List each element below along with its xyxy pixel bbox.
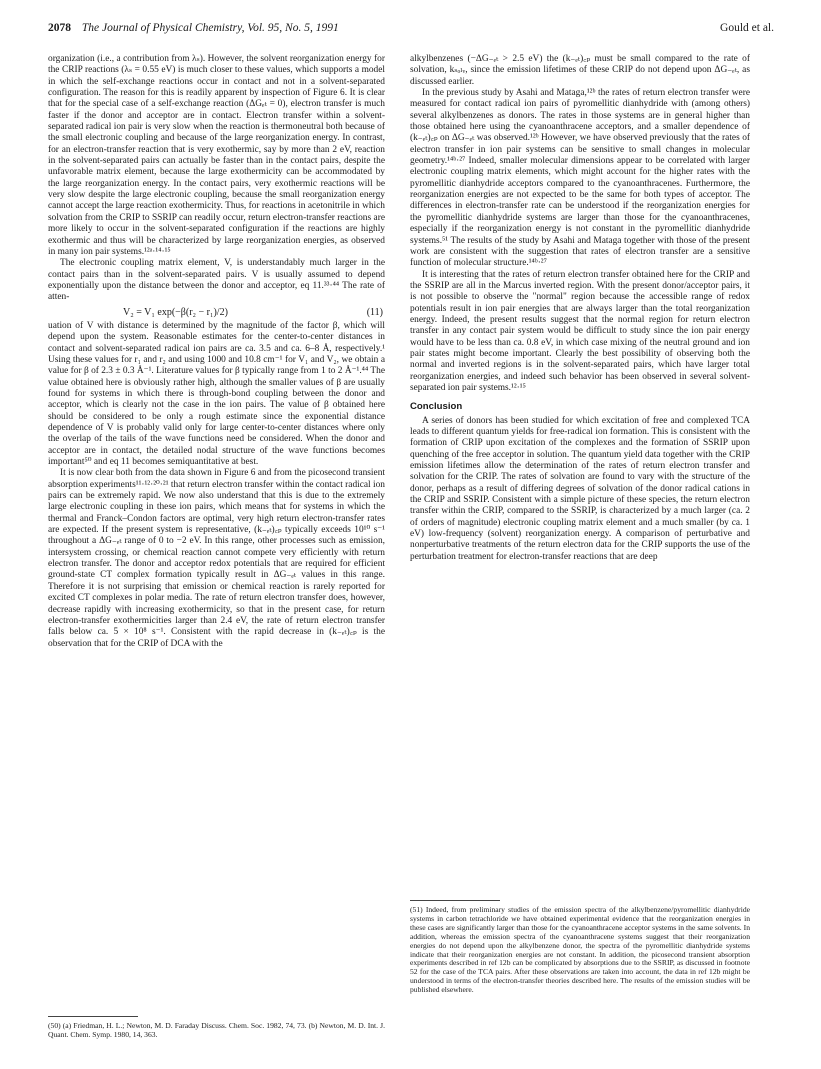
footnote-50: (50) (a) Friedman, H. L.; Newton, M. D. Faraday Discuss. Chem. Soc. 1982, 74, 73. (b) Newton, M. D. Int. J. Quant. Chem. Symp. 1980, 14, 363. [48,1021,385,1039]
header-authors: Gould et al. [720,22,774,34]
right-paragraph-1: alkylbenzenes (−ΔG₋ₑₜ > 2.5 eV) the (k₋ₑₜ)꜀ₚ must be small compared to the rate of solvation, kₛₒₗᵥ, since the emission lifetimes of these CRIP do not depend upon ΔG₋ₑₜ, as discussed earlier. [410,54,750,87]
journal-citation: The Journal of Physical Chemistry, Vol. 95, No. 5, 1991 [81,22,339,34]
equation-body: V₂ = V₁ exp(−β(r₂ − r₁)/2) [123,306,228,318]
header-left [48,22,339,34]
right-paragraph-3: It is interesting that the rates of return electron transfer obtained here for the CRIP and the SSRIP are all in the Marcus inverted region. With the present donor/acceptor pairs, it is not possible to observe the "normal" region because the accessible range of redox potentials result in ion pair energies that are always larger than the total reorganization energy. Indeed, the present results suggest that the normal region for return electron transfer in any contact pair system would be difficult to study since the ion pair energy would have to be less than ca. 0.8 eV, in which case mixing of the neutral ground and ion pair states might become important. Clearly the best possibility of observing both the normal and inverted regions is in the solvent-separated pairs, which have larger total reorganization energies, and indeed such behavior has been observed in several solvent-separated ion pair systems.¹²·¹⁵ [410,269,750,393]
running-header [48,22,774,42]
equation-11 [48,304,385,321]
page-number: 2078 [48,22,71,34]
section-heading-conclusion: Conclusion [410,401,463,413]
left-paragraph-3: uation of V with distance is determined by the magnitude of the factor β, which will depend upon the system. Reasonable estimates for the center-to-center distances in contact and solvent-separated radical ion pairs are ca. 3.5 and ca. 6–8 Å, respectively.¹ Using these values for r₁ and r₂ and using 1000 and 10.8 cm⁻¹ for V₁ and V₂, we obtain a value for β of 2.3 ± 0.3 Å⁻¹. Literature values for β typically range from 1 to 2 Å⁻¹.⁴⁴ The value obtained here is obviously rather high, although the smaller values of β are usually found for systems in which there is through-bond coupling between the donor and acceptor, which is clearly not the case in the ion pairs. The value of β obtained here should be considered to be only a rough estimate since the exponential distance dependence of V is probably valid only for large center-to-center distances where only the overlap of the tails of the wave functions need be considered. When the donor and acceptor are in contact, the detailed nodal structure of the wave functions becomes important⁵⁰ and eq 11 becomes semiquantitative at best. [48,320,385,468]
footnote-51: (51) Indeed, from preliminary studies of the emission spectra of the alkylbenzene/pyromellitic dianhydride systems in carbon tetrachloride we have obtained experimental evidence that the reorganization energies in these cases are significantly larger than those for the cyanoanthracene acceptor systems in the same solvents. In addition, whereas the emission spectra of the cyanoanthracene systems suggest that their reorganization energies do not depend upon the alkylbenzene donor, the spectra of the pyromellitic dianhydride systems indicate that their reorganization energies are not constant. In addition, the picosecond transient absorption experiments described in ref 12b can be complicated by absorptions due to the SSRIP, as discussed in footnote 52 for the case of the TCA pairs. After these observations are taken into account, the data in ref 12b might be understood in terms of the electron-transfer theories described here. The results of the emission studies will be published elsewhere. [410,905,750,995]
right-column [410,54,750,563]
footnote-rule-left [48,1016,138,1017]
right-paragraph-4: A series of donors has been studied for which excitation of free and complexed TCA leads to different quantum yields for free-radical ion formation. This is consistent with the formation of CRIP upon excitation of the complexes and the formation of SSRIP upon quenching of the free acceptor in solution. The quantum yield data together with the CRIP emission lifetimes allow the determination of the rates of return electron transfer and solvation for the CRIP. The rates of solvation are found to vary with the structure of the donor, perhaps as a result of differing degrees of solvation of the donor radical cations in the CRIP and SSRIP. Consistent with a simple picture of these species, the return electron transfer within the CRIP, compared to the SSRIP, is characterized by a much larger (ca. 2 of orders of magnitude) electronic coupling matrix element and a much smaller (by ca. 1 eV) low-frequency (solvent) reorganization energy. A comparison of perturbative and nonperturbative treatments of the return electron data for the CRIP supports the use of the perturbation treatment for electron-transfer reactions that are deep [410,415,750,562]
right-paragraph-2: In the previous study by Asahi and Mataga,¹²ᵇ the rates of return electron transfer were measured for contact radical ion pairs of pyromellitic dianhydride with (among others) several alkylbenzenes as donors. The rates in those systems are in general higher than those obtained here using the cyanoanthracene acceptors, and a smaller dependence of (k₋ₑₜ)꜀ₚ on ΔG₋ₑₜ was observed.¹²ᵇ However, we have observed previously that the rates of electron transfer in ion pair systems can be sensitive to small changes in molecular geometry.¹⁴ᵇ·²⁷ Indeed, smaller molecular dimensions appear to be correlated with larger electronic coupling matrix elements, which might account for the higher rates with the pyromellitic dianhydride acceptors compared to the cyanoanthracenes. Furthermore, the reorganization energies are not expected to be the same for both types of acceptor. The differences in electron-transfer rate can be understood if the reorganization energies for the pyromellitic dianhydride systems are larger than those for the cyanoanthracenes, especially if the reorganization energy is not constant in the pyromellitic dianhydride systems.⁵¹ The results of the study by Asahi and Mataga together with those of the present work are consistent with the suggestion that rates of electron transfer are a sensitive function of molecular structure.¹⁴ᵇ·²⁷ [410,88,750,269]
left-column [48,54,385,650]
footnote-rule-right [410,900,500,901]
left-paragraph-4: It is now clear both from the data shown in Figure 6 and from the picosecond transient absorption experiments¹¹·¹²·²⁰·²¹ that return electron transfer within the contact radical ion pairs can be extremely rapid. We now also understand that this is due to the extremely large electronic coupling in these ion pairs, which means that for systems in which the thermal and Franck–Condon factors are optimal, very high return electron-transfer rates are expected. If the present system is representative, (k₋ₑₜ)꜀ₚ typically exceeds 10¹⁰ s⁻¹ throughout a ΔG₋ₑₜ range of 0 to −2 eV. In this range, other processes such as emission, intersystem crossing, or chemical reaction cannot compete very efficiently with return electron transfer. The donor and acceptor redox potentials that are required for efficient ground-state CT complex formation typically result in ΔG₋ₑₜ values in this range. Therefore it is not surprising that emission or chemical reaction is rarely reported for excited CT complexes in polar media. The rate of return electron transfer does, however, decrease rapidly with increasing exothermicity, so that in the present case, for return electron-transfer exothermicities larger than 2.4 eV, the rate of return electron transfer falls below ca. 5 × 10⁸ s⁻¹. Consistent with the rapid decrease in (k₋ₑₜ)꜀ₚ is the observation that for the CRIP of DCA with the [48,468,385,649]
left-paragraph-1: organization (i.e., a contribution from λₛ). However, the solvent reorganization energy for the CRIP reactions (λₛ = 0.55 eV) is much closer to these values, which supports a model in which the self-exchange reactions occur in contact and not in a solvent-separated configuration. The reason for this is readily apparent by inspection of Figure 6. It is clear that for the special case of a self-exchange reaction (ΔGₑₜ = 0), electron transfer is much faster if the donor and acceptor are in contact. Electron transfer within a solvent-separated radical ion pair is very slow when the reaction is thermoneutral both because of the small electronic coupling and because of the large reorganization energy. In contrast, for an electron-transfer reaction that is very exothermic, say by more than 2 eV, reaction in the solvent-separated pairs can actually be faster than in the contact pairs, despite the unfavorable matrix element, because the large exothermicity can be accommodated by the large reorganization energy. In the contact pairs, very exothermic reactions will be very slow despite the large electronic coupling, because the small reorganization energy cannot accept the large reaction exothermicity. Thus, for reactions in acetonitrile in which solvation from the CRIP to SSRIP can readily occur, return electron-transfer reactions are more likely to occur in the solvent-separated configuration if the reactions are highly exothermic and thus will be characterized by large reorganization energies, as observed in many ion pair systems.¹²ᵃ·¹⁴·¹⁵ [48,54,385,257]
equation-number: (11) [366,306,383,318]
left-paragraph-2: The electronic coupling matrix element, V, is understandably much larger in the contact pairs than in the solvent-separated pairs. V is usually assumed to depend exponentially upon the distance between the donor and acceptor, eq 11.³³·⁴⁴ The rate of atten- [48,258,385,303]
